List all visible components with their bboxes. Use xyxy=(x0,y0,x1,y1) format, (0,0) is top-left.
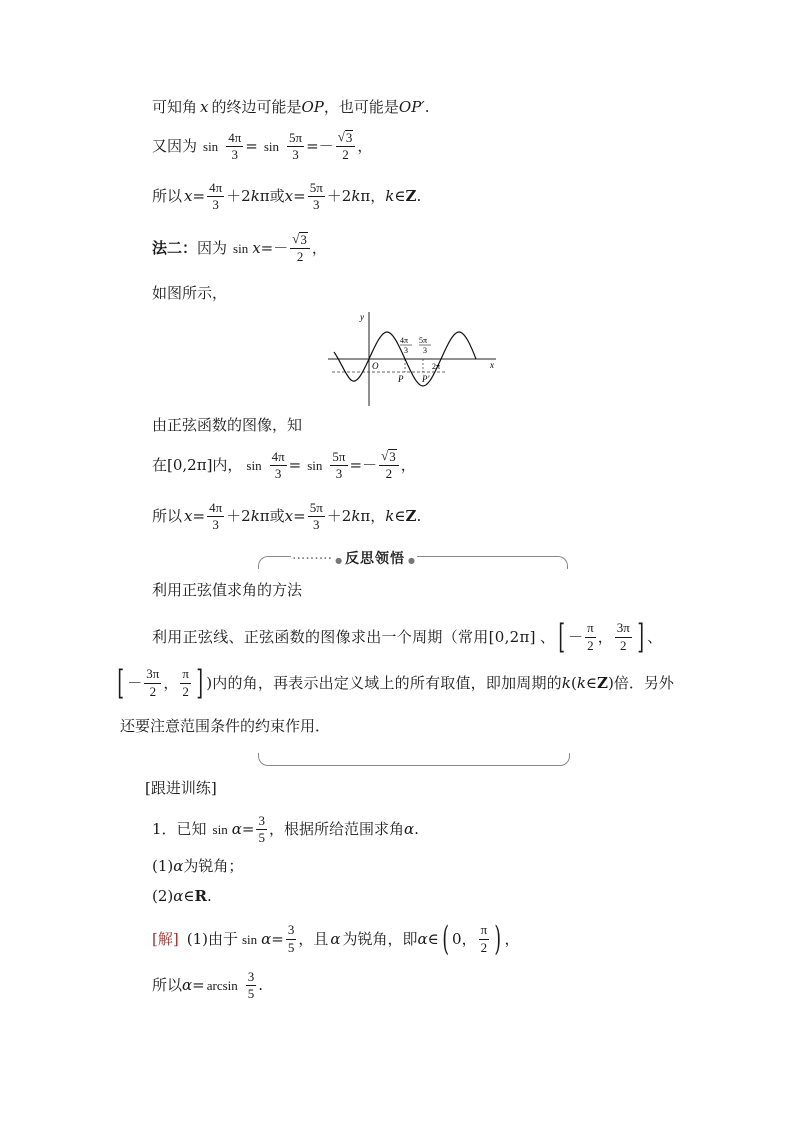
fn-sin: sin xyxy=(307,457,323,473)
text: (1) xyxy=(152,857,174,875)
comma: ， xyxy=(311,238,327,257)
var-alpha: α xyxy=(403,820,415,839)
text: 的终边可能是 xyxy=(211,98,302,116)
fraction xyxy=(479,923,490,955)
equals: = xyxy=(349,455,363,474)
var-x: x xyxy=(200,98,209,116)
equals: = xyxy=(260,238,274,257)
var-k: k xyxy=(576,673,586,692)
sqrt: √ 3 xyxy=(292,231,307,247)
numerator: 3π xyxy=(615,621,632,637)
comma: ， xyxy=(357,136,373,155)
tick-4pi-num: 4π xyxy=(400,336,409,345)
text: ，且 xyxy=(298,929,329,948)
minus: － xyxy=(127,673,143,692)
line-3 xyxy=(152,181,421,213)
comma: ， xyxy=(597,627,613,646)
var-alpha: α xyxy=(173,887,184,905)
axis-x-label: x xyxy=(490,360,494,370)
numerator: 4π xyxy=(270,450,287,466)
text: (1)由于 xyxy=(186,929,238,948)
var-k: k xyxy=(351,507,361,526)
var-x: x xyxy=(252,238,261,257)
numerator: 5π xyxy=(287,131,304,147)
equals: = xyxy=(293,187,306,206)
title-text: 反思领悟 xyxy=(345,551,406,567)
right-bracket: ] xyxy=(637,617,644,657)
method-para-1 xyxy=(152,617,663,657)
set-Z: Z xyxy=(405,507,417,526)
var-k: k xyxy=(561,673,571,692)
equals: = xyxy=(271,929,284,948)
pi: π xyxy=(259,507,270,526)
denominator: 3 xyxy=(312,517,320,533)
method-two-label: 法二： xyxy=(152,238,198,257)
separator: 、 xyxy=(647,627,663,646)
var-x: x xyxy=(184,187,193,206)
numerator xyxy=(379,449,399,466)
text: 所以 xyxy=(152,507,183,526)
sqrt: √ 3 xyxy=(381,448,396,464)
minus: － xyxy=(362,455,378,474)
text: 由正弦函数的图像，知 xyxy=(152,416,303,434)
question-1-part-2 xyxy=(152,889,212,904)
numerator: π xyxy=(479,923,490,939)
var-k: k xyxy=(385,187,395,206)
text: 或 xyxy=(269,507,285,526)
denominator: 3 xyxy=(335,465,343,481)
point-p-prime: P′ xyxy=(422,374,430,384)
denominator: 3 xyxy=(231,146,238,162)
text: 为锐角，即 xyxy=(342,929,418,948)
box-corner-tl xyxy=(258,556,291,569)
numerator xyxy=(336,130,356,147)
minus: － xyxy=(318,136,334,155)
right-paren: ) xyxy=(494,919,502,959)
fraction xyxy=(379,449,399,482)
tick-4pi-den: 3 xyxy=(404,346,408,355)
left-bracket: [ xyxy=(558,617,565,657)
set-Z: Z xyxy=(597,673,608,692)
numerator: π xyxy=(180,667,191,683)
var-x: x xyxy=(284,507,294,526)
origin-label: O xyxy=(372,361,379,371)
fn-sin: sin xyxy=(241,931,258,947)
line-6 xyxy=(152,418,302,433)
minus: － xyxy=(273,238,289,257)
numerator: 4π xyxy=(226,131,243,147)
axis-y-label: y xyxy=(360,312,364,322)
fraction xyxy=(207,181,224,213)
denominator: 2 xyxy=(149,683,157,699)
tick-2pi: 2π xyxy=(432,362,441,371)
fraction xyxy=(336,130,356,163)
denominator: 2 xyxy=(342,147,349,163)
comma: ， xyxy=(163,673,179,692)
equals: = xyxy=(241,820,255,839)
comma: ， xyxy=(370,507,386,526)
method-para-2 xyxy=(114,663,674,703)
set-R: R xyxy=(194,887,207,905)
pi: π xyxy=(259,187,270,206)
var-k: k xyxy=(250,187,260,206)
var-alpha: α xyxy=(173,857,184,875)
equals: = xyxy=(192,187,206,206)
period: . xyxy=(206,887,212,905)
denominator: 5 xyxy=(247,986,255,1002)
equals: = xyxy=(245,136,258,155)
fraction xyxy=(308,501,325,533)
equals: = xyxy=(192,976,205,995)
text: ，根据所给范围求角 xyxy=(268,820,404,839)
text: 为锐角； xyxy=(183,857,244,875)
denominator: 2 xyxy=(385,466,393,482)
text: 可知角 xyxy=(152,98,198,116)
text: [跟进训练] xyxy=(145,779,217,797)
fraction xyxy=(290,232,310,265)
fraction xyxy=(286,923,297,955)
comma: ， xyxy=(504,929,520,948)
var-op-prime: OP′ xyxy=(398,98,425,116)
var-k: k xyxy=(385,507,395,526)
line-8 xyxy=(152,501,421,533)
denominator: 2 xyxy=(182,683,189,699)
var-alpha: α xyxy=(417,929,428,948)
var-op: OP xyxy=(301,98,324,116)
numerator: 3 xyxy=(286,923,297,939)
text: 利用正弦值求角的方法 xyxy=(152,581,303,599)
method-title xyxy=(152,583,302,598)
denominator: 3 xyxy=(312,197,320,213)
fn-sin: sin xyxy=(246,457,262,473)
denominator: 3 xyxy=(212,197,219,213)
var-x: x xyxy=(184,507,193,526)
text: 1．已知 xyxy=(152,820,207,839)
text: )内的角，再表示出定义域上的所有取值，即加周期的 xyxy=(206,673,562,692)
question-1 xyxy=(152,814,419,846)
denominator: 2 xyxy=(296,249,304,265)
line-7 xyxy=(152,449,416,482)
tick-5pi-num: 5π xyxy=(419,336,428,345)
question-1-part-1 xyxy=(152,859,243,874)
zero: 0， xyxy=(452,929,477,948)
fraction xyxy=(144,667,161,699)
fraction xyxy=(330,450,347,482)
period: . xyxy=(416,187,422,206)
denominator: 5 xyxy=(287,939,295,955)
fraction xyxy=(270,450,287,482)
sine-graph xyxy=(326,310,506,410)
line-2 xyxy=(152,130,372,163)
numerator: 5π xyxy=(308,501,325,517)
element-of: ∈ xyxy=(183,887,195,905)
numerator: 5π xyxy=(308,181,325,197)
element-of: ∈ xyxy=(394,187,406,206)
solution-tag: [解] xyxy=(152,929,179,948)
method-para-3 xyxy=(120,719,330,734)
plus-2: ＋2 xyxy=(326,507,352,526)
fraction xyxy=(226,131,243,163)
point-p: P xyxy=(398,374,404,384)
fn-sin: sin xyxy=(263,138,280,154)
minus: － xyxy=(568,627,584,646)
equals: = xyxy=(288,455,302,474)
equals: = xyxy=(306,136,319,155)
pi: π xyxy=(360,187,371,206)
element-of: ∈ xyxy=(427,929,439,948)
text: )倍．另外 xyxy=(607,673,674,692)
text: 或 xyxy=(269,187,285,206)
line-5 xyxy=(152,286,227,301)
denominator: 2 xyxy=(480,939,488,955)
text: 所以 xyxy=(152,976,183,995)
title-bullet-right: ● xyxy=(408,556,416,565)
denominator: 3 xyxy=(274,465,282,481)
fn-sin: sin xyxy=(233,240,249,256)
box-bottom xyxy=(258,753,570,766)
paren: ( xyxy=(570,673,577,692)
plus-2: ＋2 xyxy=(226,187,251,206)
denominator: 3 xyxy=(292,146,299,162)
reflection-title xyxy=(292,548,415,568)
comma: ， xyxy=(370,187,386,206)
equals: = xyxy=(293,507,306,526)
plus-2: ＋2 xyxy=(326,187,352,206)
denominator: 5 xyxy=(258,830,265,846)
numerator xyxy=(290,232,310,249)
var-alpha: α xyxy=(182,976,193,995)
element-of: ∈ xyxy=(394,507,406,526)
numerator: 4π xyxy=(207,181,224,197)
comma: ， xyxy=(400,455,416,474)
fraction xyxy=(287,131,304,163)
line-1 xyxy=(152,100,429,115)
var-k: k xyxy=(351,187,361,206)
numerator: π xyxy=(585,621,596,637)
text: 利用正弦线、正弦函数的图像求出一个周期（常用[0,2π] xyxy=(152,627,536,646)
period: . xyxy=(414,820,419,839)
line-4 xyxy=(152,232,327,265)
left-paren: ( xyxy=(442,919,449,959)
var-k: k xyxy=(250,507,260,526)
answer-line xyxy=(152,970,263,1002)
fraction xyxy=(180,667,191,699)
numerator: 3 xyxy=(256,814,267,830)
title-bullet-left: ● xyxy=(335,556,343,565)
text: 如图所示， xyxy=(152,284,228,302)
title-dots-left: ········· xyxy=(292,551,333,567)
fn-arcsin: arcsin xyxy=(206,978,238,994)
period: . xyxy=(258,976,264,995)
var-alpha: α xyxy=(261,929,272,948)
period: . xyxy=(416,507,422,526)
pi: π xyxy=(360,507,371,526)
set-Z: Z xyxy=(405,187,417,206)
follow-up-label xyxy=(145,781,217,796)
element-of: ∈ xyxy=(585,673,598,692)
text: 所以 xyxy=(152,187,183,206)
denominator: 2 xyxy=(587,637,594,653)
left-bracket: [ xyxy=(117,663,124,703)
text: 在[0,2π]内， xyxy=(152,455,243,474)
var-x: x xyxy=(284,187,294,206)
text: ，也可能是 xyxy=(323,98,399,116)
right-bracket: ] xyxy=(196,663,203,703)
text: 又因为 xyxy=(152,136,198,155)
var-alpha: α xyxy=(231,820,242,839)
text: 因为 xyxy=(197,238,228,257)
sqrt: √ 3 xyxy=(337,129,353,145)
text: 还要注意范围条件的约束作用． xyxy=(120,717,331,735)
fraction xyxy=(246,970,257,1002)
numerator: 3π xyxy=(144,667,161,683)
fraction xyxy=(256,814,267,846)
separator: 、 xyxy=(539,627,555,646)
fn-sin: sin xyxy=(203,138,219,154)
text: . xyxy=(424,98,430,116)
fraction xyxy=(615,621,632,653)
denominator: 3 xyxy=(212,517,219,533)
box-corner-tr xyxy=(417,556,568,569)
numerator: 3 xyxy=(246,970,257,986)
denominator: 2 xyxy=(620,637,627,653)
text: (2) xyxy=(152,887,174,905)
solution-line-1 xyxy=(152,919,520,959)
fraction xyxy=(207,501,224,533)
tick-5pi-den: 3 xyxy=(423,346,427,355)
numerator: 5π xyxy=(330,450,347,466)
plus-2: ＋2 xyxy=(226,507,251,526)
fraction xyxy=(308,181,325,213)
numerator: 4π xyxy=(207,501,224,517)
fraction xyxy=(585,621,596,653)
var-alpha: α xyxy=(330,929,341,948)
equals: = xyxy=(192,507,206,526)
fn-sin: sin xyxy=(212,822,228,838)
